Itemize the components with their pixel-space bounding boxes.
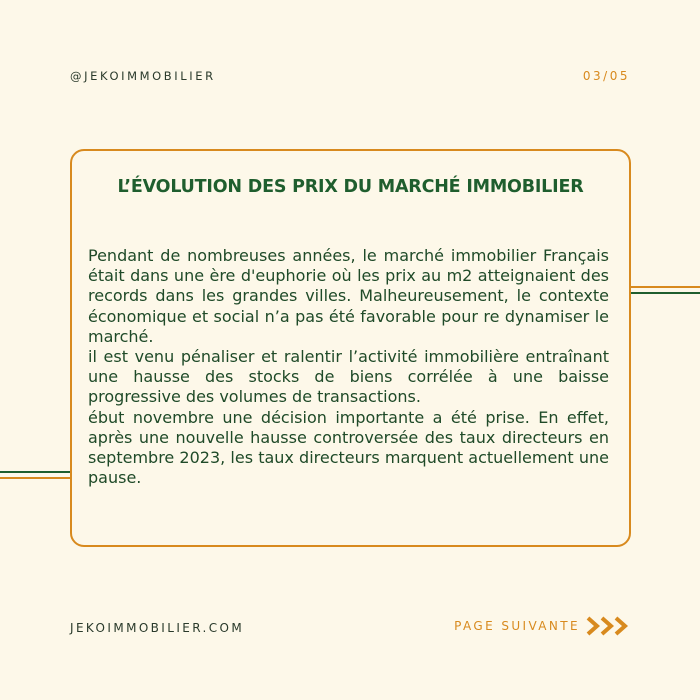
paragraph-2: il est venu pénaliser et ralentir l’activité immobilière entraînant une hausse des stocks de biens corrélée à une baisse progressive des volumes de transactions. — [88, 347, 609, 407]
card-title: L’ÉVOLUTION DES PRIX DU MARCHÉ IMMOBILIER — [117, 177, 584, 197]
paragraph-3: ébut novembre une décision importante a été prise. En effet, après une nouvelle hausse controversée des taux directeurs en septembre 2023, les taux directeurs marquent actuellement une pause. — [88, 407, 609, 488]
brand-handle: @JEKOIMMOBILIER — [70, 69, 216, 83]
paragraph-1: Pendant de nombreuses années, le marché immobilier Français était dans une ère d'euphorie où les prix au m2 atteignaient des records dans les grandes villes. Malheureusement, le contexte économique et social n’a pas été favorable pour re dynamiser le marché. — [88, 246, 609, 346]
page-indicator: 03/05 — [582, 69, 630, 83]
decor-line-right-orange — [631, 286, 700, 288]
triple-chevron-right-icon — [586, 615, 632, 637]
next-page-button[interactable] — [454, 615, 632, 637]
next-page-label: PAGE SUIVANTE — [454, 619, 580, 633]
content-card — [70, 149, 631, 547]
website-link[interactable]: JEKOIMMOBILIER.COM — [70, 621, 245, 635]
decor-line-right-green — [631, 292, 700, 294]
decor-line-left-orange — [0, 477, 70, 479]
decor-line-left-green — [0, 471, 70, 473]
card-body — [88, 246, 609, 488]
